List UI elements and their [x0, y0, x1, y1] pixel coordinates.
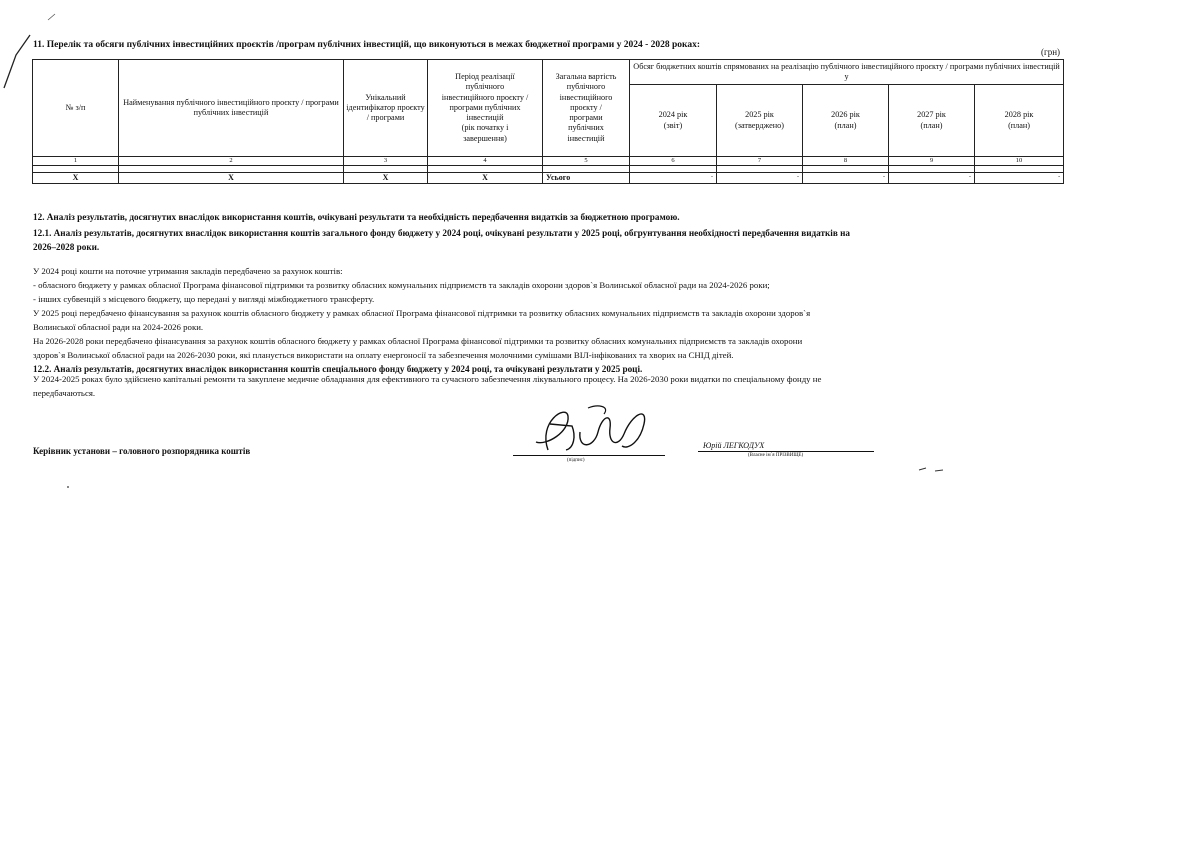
- section-12-2-text: У 2024-2025 роках було здійснено капітальні ремонти та закуплене медичне обладнання для ефективного та сучасного забезпечення лікувального процесу. На 2026-2030 роки видатки по спеціальному фонду не передбачаються.: [33, 374, 822, 398]
- section-11-title: 11. Перелік та обсяги публічних інвестиційних проєктів /програм публічних інвестицій, що виконуються в межах бюджетної програми у 2024 - 2028 роках:: [33, 40, 701, 50]
- header-identifier: Унікальний ідентифікатор проєкту / програми: [344, 60, 428, 157]
- header-project-name: Найменування публічного інвестиційного проєкту / програми публічних інвестицій: [119, 60, 344, 157]
- name-line: [698, 451, 874, 452]
- total-cell-x: X: [33, 173, 119, 184]
- section-12-1-title: 12.1. Аналіз результатів, досягнутих внаслідок використання коштів загального фонду бюджету у 2024 році, очікувані результати у 2025 році, обгрунтування необхідності передбачення видатків на 2026–2028 роки.: [33, 228, 851, 252]
- signature-line: [513, 455, 665, 456]
- header-year-2028: 2028 рік (план): [975, 85, 1064, 157]
- header-number: № з/п: [33, 60, 119, 157]
- header-period: Період реалізації публічного інвестиційного проєкту / програми публічних інвестицій (рік початку і завершення): [428, 60, 543, 157]
- total-row: [33, 173, 1064, 184]
- total-2024: -: [630, 173, 717, 184]
- empty-row: [33, 166, 1064, 173]
- total-2028: -: [975, 173, 1064, 184]
- section-12-2-title: 12.2. Аналіз результатів, досягнутих внаслідок використання коштів спеціального фонду бюджету у 2024 році, та очікувані результати у 2025 році.: [33, 364, 643, 374]
- total-label: Усього: [543, 173, 630, 184]
- header-budget-funds: Обсяг бюджетних коштів спрямованих на реалізацію публічного інвестиційного проєкту / програми публічних інвестицій у: [630, 60, 1064, 85]
- total-2025: -: [717, 173, 803, 184]
- header-year-2025: 2025 рік (затверджено): [717, 85, 803, 157]
- header-year-2026: 2026 рік (план): [803, 85, 889, 157]
- total-2026: -: [803, 173, 889, 184]
- total-cell-x: X: [119, 173, 344, 184]
- currency-unit: (грн): [1041, 47, 1061, 57]
- signatory-name: Юрій ЛЕГКОДУХ: [703, 441, 765, 450]
- total-cell-x: X: [344, 173, 428, 184]
- total-2027: -: [889, 173, 975, 184]
- investment-projects-table: [32, 59, 1064, 184]
- column-index-row: 1 2 3 4 5 6 7 8 9 10: [33, 157, 1064, 166]
- section-12-title: 12. Аналіз результатів, досягнутих внаслідок використання коштів, очікувані результати та необхідність передбачення видатків за бюджетною програмою.: [33, 212, 680, 222]
- name-caption: (Власне ім`я ПРІЗВИЩЕ): [748, 453, 804, 458]
- handwritten-signature: [528, 402, 658, 460]
- head-of-institution-label: Керівник установи – головного розпорядника коштів: [33, 446, 251, 456]
- signature-caption: (підпис): [567, 458, 585, 463]
- total-cell-x: X: [428, 173, 543, 184]
- header-year-2024: 2024 рік (звіт): [630, 85, 717, 157]
- header-total-cost: Загальна вартість публічного інвестиційного проєкту / програми публічних інвестицій: [543, 60, 630, 157]
- section-12-1-text: У 2024 році кошти на поточне утримання закладів передбачено за рахунок коштів: - обласного бюджету у рамках обласної Програма фінансової підтримки та розвитку обласних комунальних підприємств та закладів охорони здоров`я Волинської обласної ради на 2024-2026 роки; - інших субвенцій з місцевого бюджету, що передані у вигляді міжбюджетного трансферту. У 2025 році передбачено фінансування за рахунок коштів обласного бюджету у рамках обласної Програма фінансової підтримки та розвитку обласних комунальних підприємств та закладів охорони здоров`я Волинської обласної ради на 2024-2026 роки. На 2026-2028 роки передбачено фінансування за рахунок коштів обласного бюджету у рамках обласної Програма фінансової підтримки та розвитку обласних комунальних підприємств та закладів охорони здоров`я Волинської обласної ради на 2026-2030 роки, які планується використати на оплату енергоносії та забезпечення молочними сумішами ВІЛ-інфікованих та хворих на СНІД дітей.: [33, 266, 811, 360]
- header-year-2027: 2027 рік (план): [889, 85, 975, 157]
